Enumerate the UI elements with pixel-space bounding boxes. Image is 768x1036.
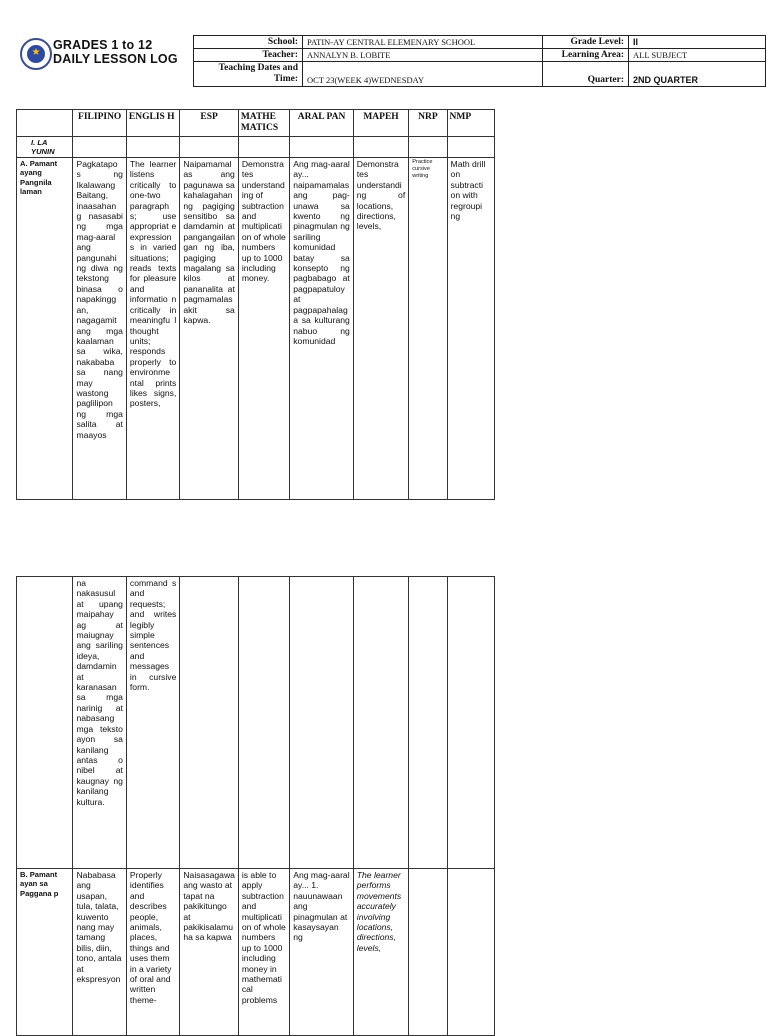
empty-cell <box>238 137 289 158</box>
row-label-pamantayang-pangnilalaman: A. Pamant ayang Pangnila laman <box>17 158 73 500</box>
cell-mapeh-content-standard: Demonstra tes understandi ng of locations, directions, levels, <box>353 158 408 500</box>
grade-level-value: II <box>629 36 766 49</box>
lesson-grid-part2 <box>16 576 495 1036</box>
empty-cell <box>447 137 494 158</box>
empty-cell <box>73 137 126 158</box>
empty-cell <box>180 577 238 869</box>
cell-nmp-content-standard: Math drill on subtracti on with regroupi ng <box>447 158 494 500</box>
cell-aralpan-content-standard: Ang mag-aaral ay... naipamamalas ang pag- unawa sa kwento ng pinagmulan ng sariling komunidad batay sa konsepto ng pagbabago at pagpapatuloy at pagpapahalag a sa kulturang nabuo ng komunidad <box>290 158 354 500</box>
school-value: PATIN-AY CENTRAL ELEMENARY SCHOOL <box>303 36 543 49</box>
deped-seal-logo: ★ <box>20 38 52 70</box>
section-layunin-label: I. LA YUNIN <box>17 137 73 158</box>
empty-cell <box>447 869 494 1036</box>
column-header-nmp: NMP <box>447 110 494 137</box>
empty-cell <box>238 577 289 869</box>
teaching-dates-label <box>194 62 303 87</box>
cell-esp-performance-standard: Naisasagawa ang wasto at tapat na pakikitungo at pakikisalamu ha sa kapwa <box>180 869 238 1036</box>
cell-math-content-standard: Demonstra tes understand ing of subtraction and multiplicati on of whole numbers up to 1000 including money. <box>238 158 289 500</box>
cell-nrp-content-standard: Practice cursive writing <box>409 158 447 500</box>
cell-aralpan-performance-standard: Ang mag-aaral ay... 1. nauunawaan ang pinagmulan at kasaysayan ng <box>290 869 354 1036</box>
learning-area-value: ALL SUBJECT <box>629 49 766 62</box>
empty-cell <box>409 869 447 1036</box>
quarter-label: Quarter: <box>543 62 629 87</box>
column-header-mapeh: MAPEH <box>353 110 408 137</box>
empty-cell <box>409 577 447 869</box>
form-title-line2: DAILY LESSON LOG <box>53 52 178 66</box>
cell-filipino-performance-standard: Nababasa ang usapan, tula, talata, kuwento nang may tamang bilis, diin, tono, antala at ekspresyon <box>73 869 126 1036</box>
cell-math-performance-standard: is able to apply subtraction and multiplicati on of whole numbers up to 1000 including money in mathemati cal problems <box>238 869 289 1036</box>
column-header-filipino: FILIPINO <box>73 110 126 137</box>
empty-cell <box>17 577 73 869</box>
empty-cell <box>126 137 179 158</box>
cell-filipino-content-standard-continued: na nakasusul at upang maipahay ag at maiugnay ang sariling ideya, damdamin at karanasan sa mga narinig at nabasang mga teksto ayon sa kanilang antas o nibel at kaugnay ng kanilang kultura. <box>73 577 126 869</box>
grade-level-label: Grade Level: <box>543 36 629 49</box>
teacher-value: ANNALYN B. LOBITE <box>303 49 543 62</box>
column-header-english: ENGLIS H <box>126 110 179 137</box>
column-header-esp: ESP <box>180 110 238 137</box>
learning-area-label: Learning Area: <box>543 49 629 62</box>
cell-english-performance-standard: Properly identifies and describes people, animals, places, things and uses them in a variety of oral and written theme- <box>126 869 179 1036</box>
column-header-nrp: NRP <box>409 110 447 137</box>
empty-cell <box>409 137 447 158</box>
column-header-mathematics: MATHE MATICS <box>238 110 289 137</box>
column-header-label <box>17 110 73 137</box>
empty-cell <box>353 577 408 869</box>
column-header-aral-pan: ARAL PAN <box>290 110 354 137</box>
cell-english-content-standard: The learner listens critically to one-two paragraph s; use appropriat e expression s in varied situations; reads texts for pleasure and informatio n critically in meaningfu l thought units; responds properly to environme ntal prints likes signs, posters, <box>126 158 179 500</box>
quarter-value: 2ND QUARTER <box>629 62 766 87</box>
teacher-label: Teacher: <box>194 49 303 62</box>
teaching-dates-label-line2: Time: <box>273 74 298 84</box>
form-title-line1: GRADES 1 to 12 <box>53 38 153 52</box>
cell-esp-content-standard: Naipamamal as ang pagunawa sa kahalagahan ng pagiging sensitibo sa damdamin at pangangailan gan ng iba, pagiging magalang sa kilos at pananalita at pagmamalas akit sa kapwa. <box>180 158 238 500</box>
cell-mapeh-performance-standard: The learner performs movements accurately involving locations, directions, levels, <box>353 869 408 1036</box>
empty-cell <box>290 577 354 869</box>
lesson-grid-part1 <box>16 109 495 500</box>
empty-cell <box>353 137 408 158</box>
header-info-table <box>193 35 766 87</box>
teaching-dates-value: OCT 23(WEEK 4)WEDNESDAY <box>303 62 543 87</box>
empty-cell <box>180 137 238 158</box>
row-label-pamantayan-sa-pagganap: B. Pamant ayan sa Paggana p <box>17 869 73 1036</box>
cell-filipino-content-standard: Pagkatapo s ng Ikalawang Baitang, inaasahan g nasasabi ng mga mag-aaral ang pangunahi ng diwa ng tekstong binasa o napakingg an, nagagamit ang mga kaalaman sa wika, nakababa sa nang may wastong paglilipon ng mga salita at maayos <box>73 158 126 500</box>
empty-cell <box>447 577 494 869</box>
cell-english-content-standard-continued: command s and requests; and writes legibly simple sentences and messages in cursive form. <box>126 577 179 869</box>
school-label: School: <box>194 36 303 49</box>
empty-cell <box>290 137 354 158</box>
teaching-dates-label-line1: Teaching Dates and <box>218 63 298 73</box>
